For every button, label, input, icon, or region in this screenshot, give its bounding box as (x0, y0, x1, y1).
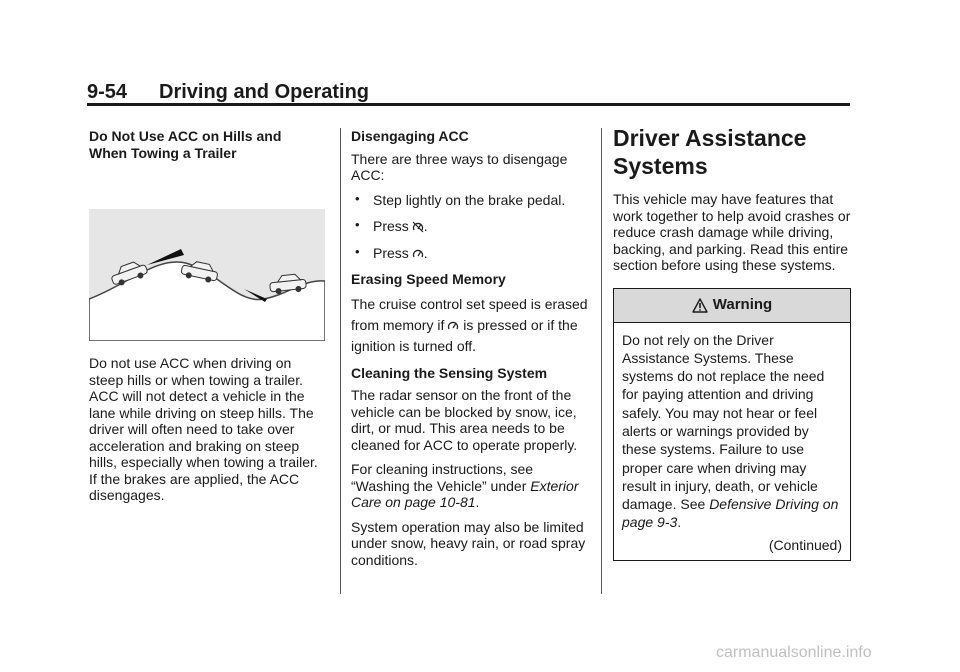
column-divider (340, 128, 341, 594)
disengage-list (351, 192, 591, 262)
list-item: • Step lightly on the brake pedal. (351, 192, 591, 209)
exterior-care-link[interactable]: Exterior Care on page 10-81 (351, 477, 579, 510)
column-divider (601, 128, 602, 594)
warning-triangle-icon (692, 298, 708, 313)
page-header (87, 80, 850, 104)
heading-erasing-speed-memory: Erasing Speed Memory (351, 271, 506, 287)
system-limits-paragraph: System operation may also be limited under snow, heavy rain, or road spray conditions. (351, 518, 586, 568)
heading-hills-trailer: Do Not Use ACC on Hills and When Towing a Trailer (89, 128, 282, 161)
cruise-off-icon (412, 221, 424, 233)
cruise-control-icon (412, 248, 424, 260)
driver-assistance-intro: This vehicle may have features that work together to help avoid crashes or reduce crash damage while driving, backing, and parking. Read this entire section before using these systems. (613, 191, 851, 273)
heading-disengaging-acc: Disengaging ACC (351, 128, 469, 144)
erase-paragraph: The cruise control set speed is erased from memory if is pressed or if the ignition is turned off. (351, 295, 588, 354)
column-middle (351, 128, 591, 576)
heading-cleaning-sensing-system: Cleaning the Sensing System (351, 364, 548, 381)
list-item: • Press . (351, 218, 591, 235)
continued-label: (Continued) (768, 536, 842, 553)
column-right (613, 125, 853, 561)
cleaning-paragraph: The radar sensor on the front of the vehicle can be blocked by snow, ice, dirt, or mud. This area needs to be cleaned for ACC to operate properly. (351, 387, 578, 453)
column-left (89, 128, 329, 512)
section-title: Driving and Operating (159, 81, 370, 103)
page-number: 9-54 (87, 81, 128, 103)
cruise-control-icon (447, 320, 459, 332)
warning-body: Do not rely on the Driver Assistance Systems. These systems do not replace the need for paying attention and driving safely. You may not hear or feel alerts or warnings provided by these systems. Failure to use proper care when driving may result in injury, death, or vehicle damage. See Defensive Driving on page 9-3. (Continued) (622, 331, 842, 553)
list-item: • Press . (351, 245, 591, 262)
driver-assistance-title: Driver Assistance Systems (613, 125, 807, 179)
header-rule (87, 103, 850, 106)
warning-header: Warning (614, 289, 850, 323)
vehicles-on-hills-illustration (89, 209, 325, 341)
cleaning-instructions: For cleaning instructions, see “Washing the Vehicle” under Exterior Care on page 10-81. (351, 461, 579, 510)
defensive-driving-link[interactable]: Defensive Driving on page 9-3 (622, 496, 839, 531)
warning-box (613, 288, 851, 562)
hills-body-text: Do not use ACC when driving on steep hills or when towing a trailer. ACC will not detect a vehicle in the lane while driving on steep hills. The driver will often need to take over acceleration and braking on steep hills, especially when towing a trailer. If the brakes are applied, the ACC disengages. (89, 355, 318, 503)
disengage-intro: There are three ways to disengage ACC: (351, 150, 568, 183)
watermark: carmanualsonline.info (716, 644, 872, 661)
